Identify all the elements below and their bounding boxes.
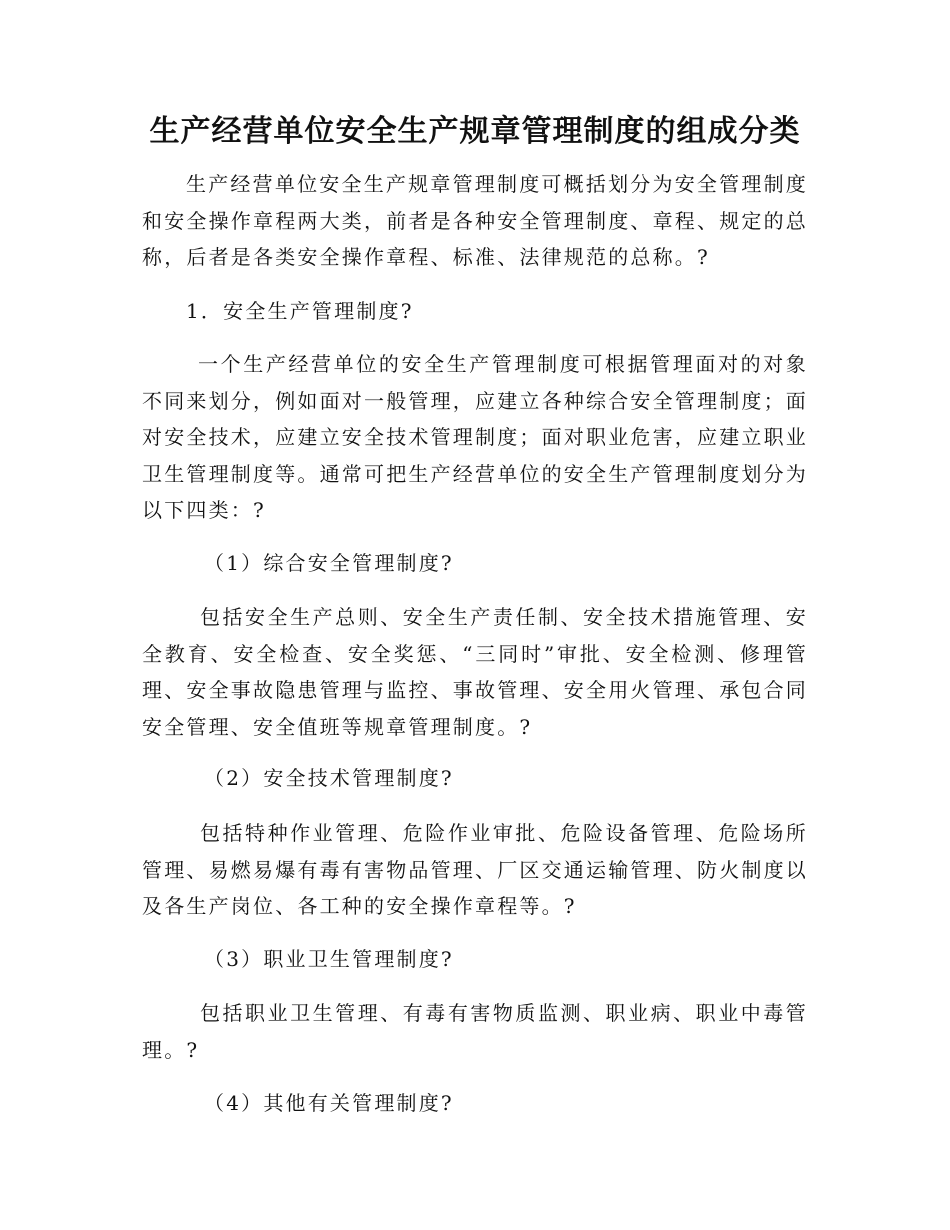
- intro-paragraph: 生产经营单位安全生产规章管理制度可概括划分为安全管理制度和安全操作章程两大类，前者是各种安全管理制度、章程、规定的总称，后者是各类安全操作章程、标准、法律规范的总称。?: [142, 172, 808, 269]
- subsection-heading-other: （4）其他有关管理制度?: [204, 1091, 454, 1115]
- subsection-heading-occupational-health: （3）职业卫生管理制度?: [204, 947, 454, 971]
- document-title: 生产经营单位安全生产规章管理制度的组成分类: [149, 114, 801, 149]
- subsection-paragraph-occupational-health: 包括职业卫生管理、有毒有害物质监测、职业病、职业中毒管理。?: [142, 1001, 808, 1062]
- subsection-heading-comprehensive: （1）综合安全管理制度?: [204, 551, 454, 575]
- subsection-paragraph-technical: 包括特种作业管理、危险作业审批、危险设备管理、危险场所管理、易燃易爆有毒有害物品管理、厂区交通运输管理、防火制度以及各生产岗位、各工种的安全操作章程等。?: [142, 821, 808, 918]
- section-paragraph-safety-management: 一个生产经营单位的安全生产管理制度可根据管理面对的对象不同来划分，例如面对一般管理，应建立各种综合安全管理制度；面对安全技术，应建立安全技术管理制度；面对职业危害，应建立职业卫生管理制度等。通常可把生产经营单位的安全生产管理制度划分为以下四类：?: [142, 352, 808, 522]
- subsection-heading-technical: （2）安全技术管理制度?: [204, 766, 454, 790]
- subsection-paragraph-comprehensive: 包括安全生产总则、安全生产责任制、安全技术措施管理、安全教育、安全检查、安全奖惩、“三同时”审批、安全检测、修理管理、安全事故隐患管理与监控、事故管理、安全用火管理、承包合同安全管理、安全值班等规章管理制度。?: [142, 605, 808, 739]
- section-heading-safety-management: 1．安全生产管理制度?: [186, 299, 414, 323]
